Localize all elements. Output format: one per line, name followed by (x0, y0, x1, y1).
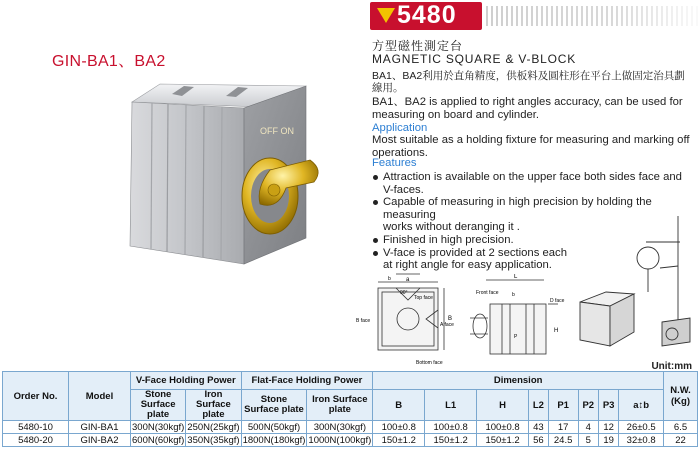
svg-text:b: b (512, 292, 515, 298)
svg-text:P: P (514, 334, 518, 340)
magnetic-v-block-image (110, 78, 350, 268)
svg-text:A face: A face (440, 322, 454, 328)
svg-text:B face: B face (356, 318, 371, 324)
header-P1: P1 (548, 390, 578, 421)
application-text: Most suitable as a holding fixture for measuring and marking off operations. (372, 134, 690, 159)
svg-text:Top face: Top face (414, 295, 433, 301)
header-dimension: Dimension (373, 372, 664, 390)
header-flatface: Flat-Face Holding Power (241, 372, 373, 390)
english-description: BA1、BA2 is applied to right angles accuracy, can be used for measuring on board and cylinder. (372, 96, 683, 121)
svg-text:D face: D face (550, 298, 565, 304)
svg-text:H: H (554, 328, 559, 334)
dial-indicator-usage-illustration (576, 206, 698, 356)
svg-text:Bottom face: Bottom face (416, 360, 443, 366)
chinese-title: 方型磁性測定台 (372, 39, 464, 53)
chinese-description: BA1、BA2利用於直角精度，供板料及圓柱形在平台上做固定治具劃線用。 (372, 70, 685, 94)
table-row: 5480-20 GIN-BA2 600N(60kgf) 350N(35kgf) 1800N(180kgf) 1000N(100kgf) 150±1.2 150±1.2 150±1.2 56 24.5 5 19 32±0.8 22 (3, 434, 698, 447)
header-nw: N.W. (Kg) (664, 372, 698, 421)
english-title: MAGNETIC SQUARE & V-BLOCK (372, 52, 577, 66)
feature-item: V-face is provided at 2 sections each (372, 247, 698, 260)
feature-item: Capable of measuring in high precision by holding the measuring (372, 196, 698, 221)
header-P3: P3 (598, 390, 618, 421)
triangle-marker-icon (377, 8, 395, 23)
header-vface: V-Face Holding Power (131, 372, 242, 390)
svg-text:Front face: Front face (476, 290, 499, 296)
off-on-label: OFF ON (260, 126, 294, 136)
header-order-no: Order No. (3, 372, 69, 421)
application-heading: Application (372, 122, 428, 134)
unit-label: Unit:mm (651, 361, 692, 372)
side-view-diagram (466, 274, 572, 364)
svg-text:L: L (514, 274, 518, 280)
header-stone-flat: Stone Surface plate (241, 390, 307, 421)
table-row: 5480-10 GIN-BA1 300N(30kgf) 250N(25kgf) 500N(50kgf) 300N(30kgf) 100±0.8 100±0.8 100±0.8 43 17 4 12 26±0.5 6.5 (3, 421, 698, 434)
front-view-diagram (356, 270, 462, 368)
header-iron-flat: Iron Surface plate (307, 390, 373, 421)
header-ab: a↕b (619, 390, 664, 421)
model-number: 5480 (397, 1, 457, 29)
feature-item: V-faces. (383, 183, 424, 196)
svg-text:b: b (388, 276, 391, 282)
feature-item: Finished in high precision. (372, 234, 698, 247)
product-code: GIN-BA1、BA2 (52, 53, 166, 70)
svg-text:a: a (406, 277, 410, 283)
specification-table (2, 371, 698, 447)
header-P2: P2 (578, 390, 598, 421)
svg-text:90°: 90° (400, 290, 408, 296)
header-H: H (477, 390, 529, 421)
features-heading: Features (372, 157, 417, 169)
header-model: Model (69, 372, 131, 421)
header-iron-v: Iron Surface plate (186, 390, 241, 421)
header-stone-v: Stone Surface plate (131, 390, 186, 421)
feature-item: Attraction is available on the upper face both sides face and (372, 171, 698, 184)
svg-text:B: B (448, 316, 453, 322)
header-B: B (373, 390, 425, 421)
header-L2: L2 (529, 390, 549, 421)
header-L1: L1 (425, 390, 477, 421)
feature-item: works without deranging it . (383, 221, 520, 234)
feature-item: at right angle for easy application. (383, 259, 552, 272)
